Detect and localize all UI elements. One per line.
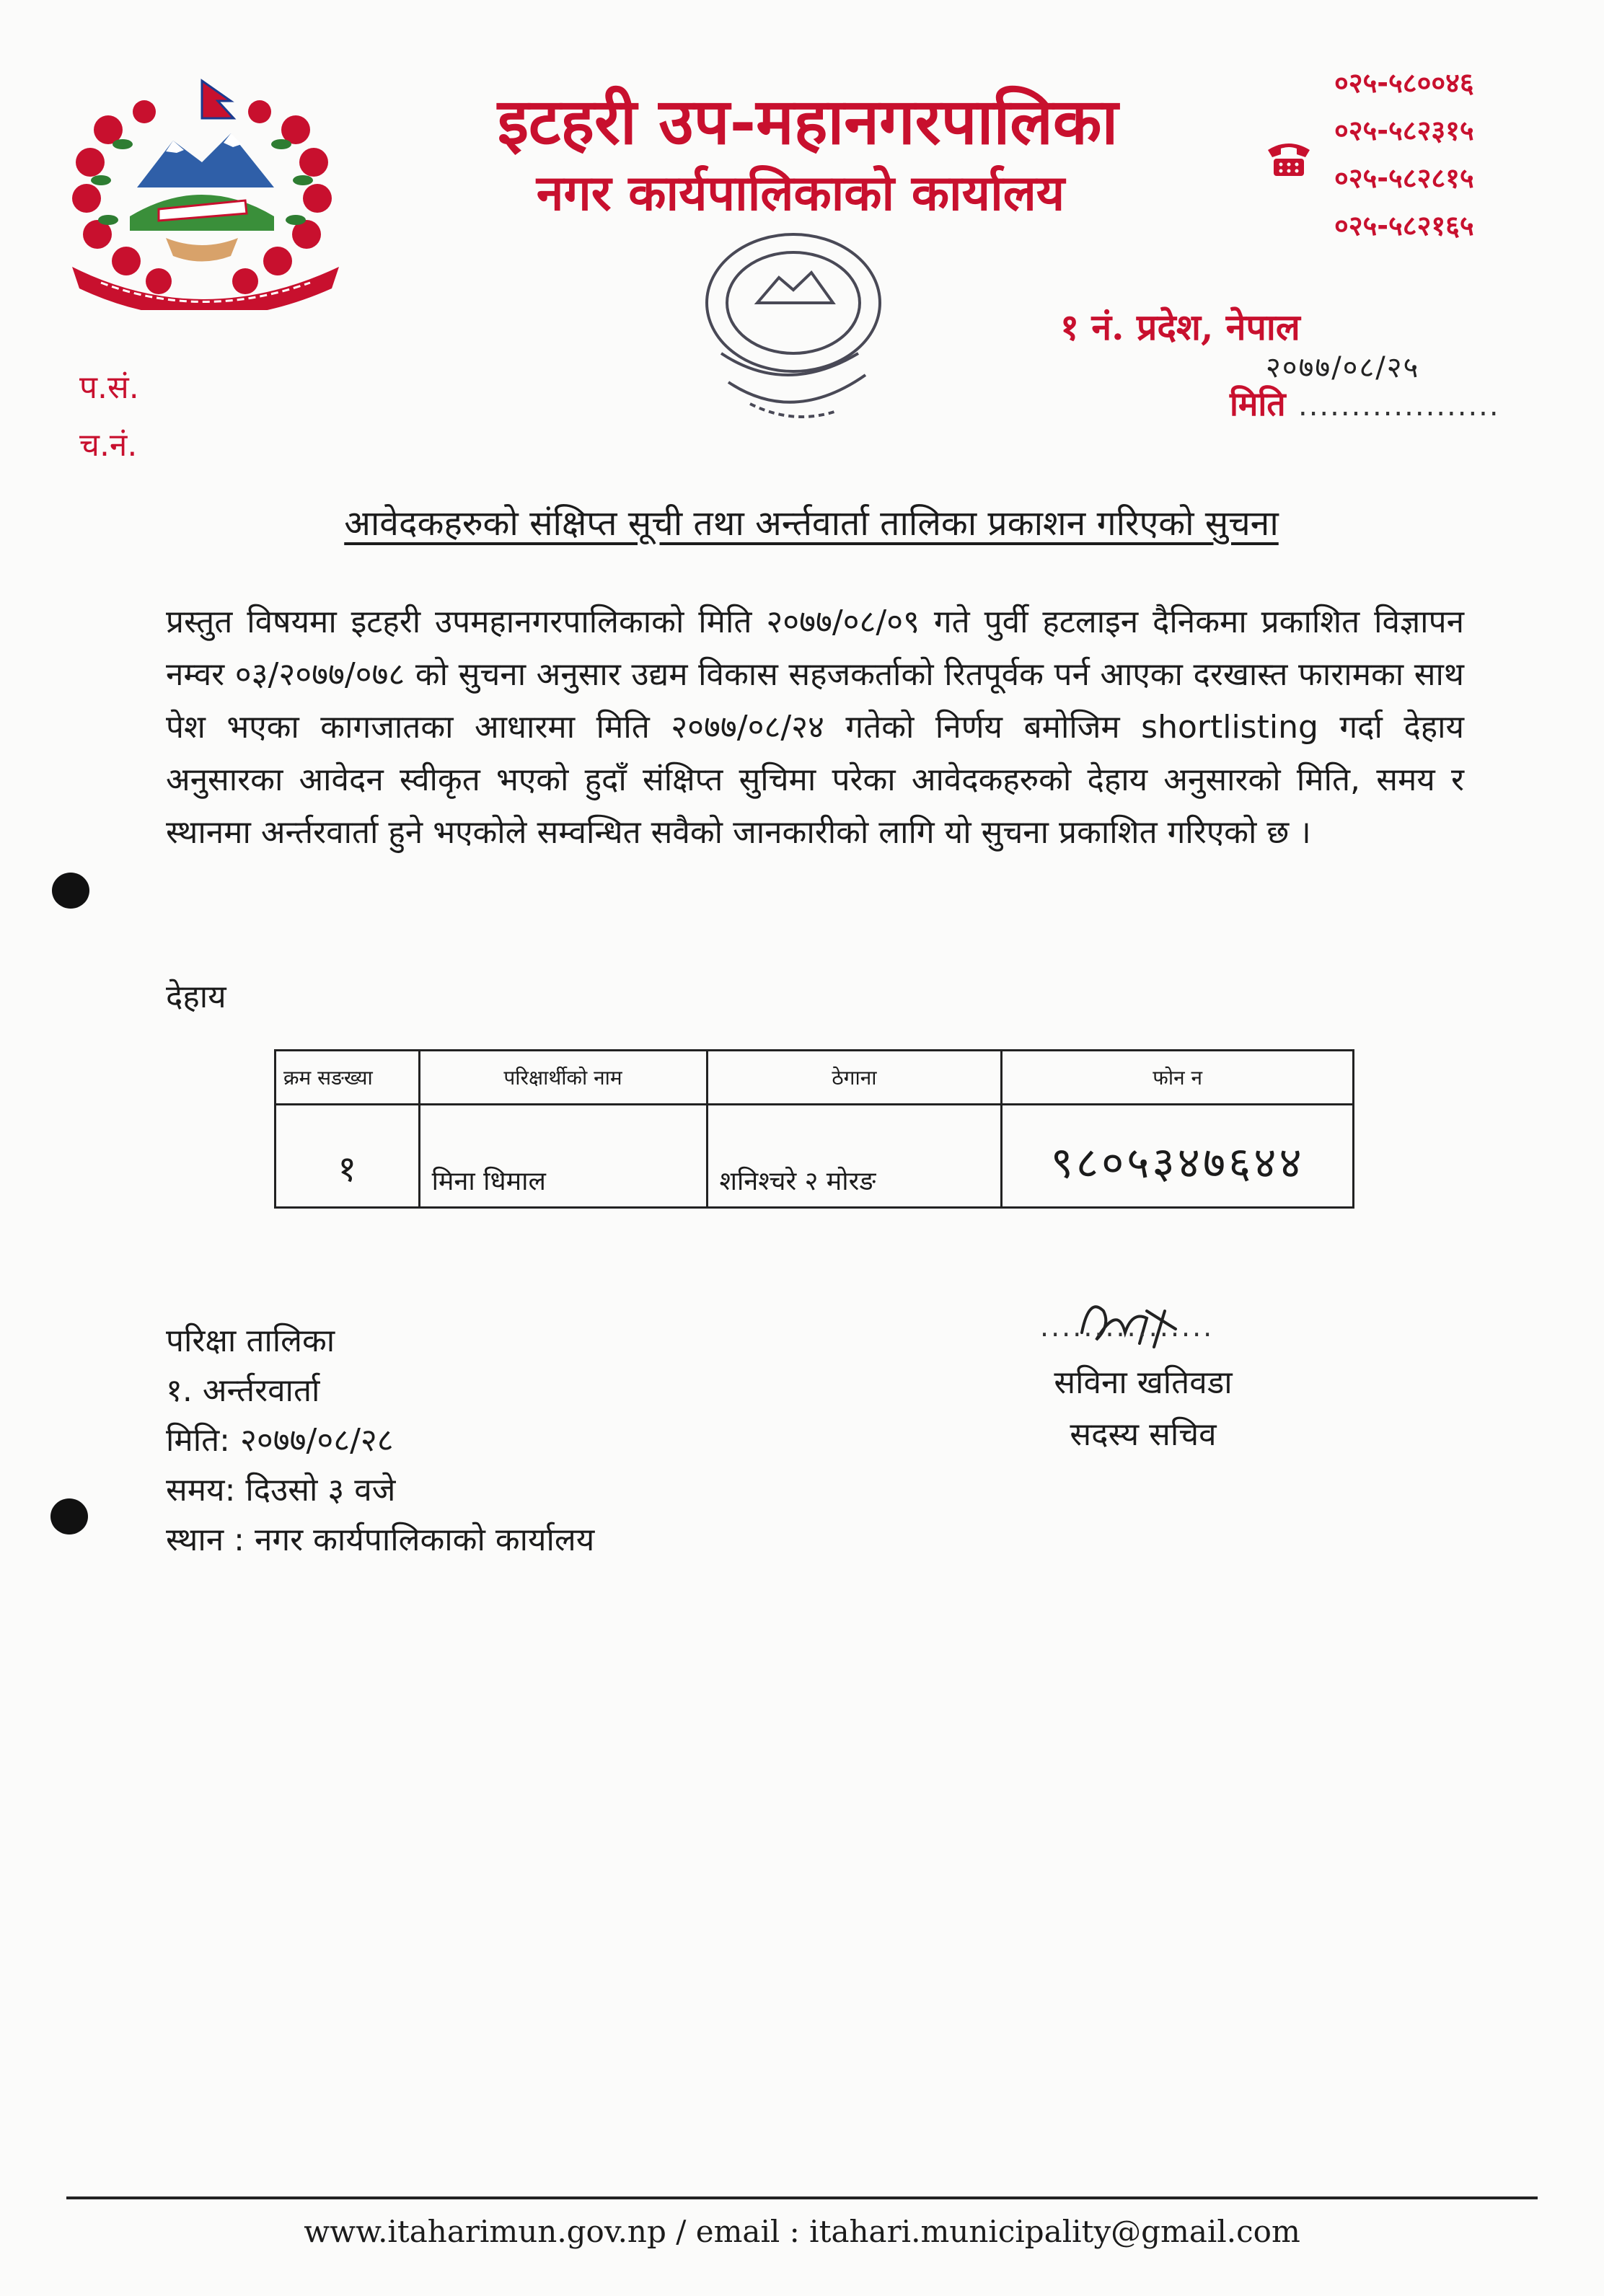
signatory-name: सविना खतिवडा — [1054, 1364, 1233, 1401]
letter-date-value: २०७७/०८/२५ — [1266, 351, 1420, 384]
phone-number: ०२५-५८००४६ — [1334, 67, 1474, 99]
exam-place: स्थान : नगर कार्यपालिकाको कार्यालय — [166, 1522, 595, 1558]
signatory — [1039, 1357, 1248, 1461]
reference-ps: प.सं. — [79, 369, 139, 406]
signature-dots: ................ — [1040, 1311, 1215, 1343]
letter-date-dots: ................... — [1298, 389, 1500, 423]
phone-number: ०२५-५८२३१५ — [1334, 115, 1474, 146]
cell-address: शनिश्चरे २ मोरङ — [707, 1105, 1002, 1208]
phone-numbers — [1334, 59, 1572, 250]
punch-hole-mark — [50, 1498, 88, 1535]
col-header-phone: फोन न — [1002, 1051, 1354, 1105]
table-row — [276, 1105, 1354, 1208]
letter-date-label: मिति — [1230, 384, 1286, 423]
exam-schedule-title: परिक्षा तालिका — [166, 1323, 335, 1359]
nepal-emblem-logo — [58, 72, 361, 310]
punch-hole-mark — [52, 873, 89, 909]
office-stamp-seal — [678, 209, 938, 433]
exam-item: १. अर्न्तरवार्ता — [166, 1372, 320, 1409]
notice-subject: आवेदकहरुको संक्षिप्त सूची तथा अर्न्तवार्ता तालिका प्रकाशन गरिएको सुचना — [344, 503, 1279, 544]
org-title: इटहरी उप-महानगरपालिका — [497, 84, 1119, 159]
org-subtitle: नगर कार्यपालिकाको कार्यालय — [536, 164, 1065, 222]
province-address: १ नं. प्रदेश, नेपाल — [1060, 306, 1300, 348]
phone-number: ०२५-५८२१६५ — [1334, 210, 1474, 242]
dehay-label: देहाय — [166, 979, 226, 1015]
notice-body: प्रस्तुत विषयमा इटहरी उपमहानगरपालिकाको मिति २०७७/०८/०९ गते पुर्वी हटलाइन दैनिकमा प्रकाशित विज्ञापन नम्वर ०३/२०७७/०७८ को सुचना अनुसार उद्यम विकास सहजकर्ताको रितपूर्वक पर्न आएका दरखास्त फारामका साथ पेश भएका कागजातका आधारमा मिति २०७७/०८/२४ गतेको निर्णय बमोजिम shortlisting गर्दा देहाय अनुसारका आवेदन स्वीकृत भएको हुदाँ संक्षिप्त सुचिमा परेका आवेदकहरुको देहाय अनुसारको मिति, समय र स्थानमा अर्न्तरवार्ता हुने भएकोले सम्वन्धित सवैको जानकारीको लागि यो सुचना प्रकाशित गरिएको छ । — [166, 604, 1464, 851]
cell-sn: १ — [276, 1105, 420, 1208]
footer-divider — [66, 2196, 1538, 2199]
exam-schedule — [166, 1316, 594, 1565]
cell-name: मिना धिमाल — [419, 1105, 707, 1208]
reference-cn: च.नं. — [79, 427, 138, 464]
cell-phone: ९८०५३४७६४४ — [1002, 1105, 1354, 1208]
table-header-row — [276, 1051, 1354, 1105]
telephone-icon — [1264, 136, 1314, 179]
exam-date: मिति: २०७७/०८/२८ — [166, 1422, 394, 1459]
col-header-name: परिक्षार्थीको नाम — [419, 1051, 707, 1105]
col-header-address: ठेगाना — [707, 1051, 1002, 1105]
phone-number: ०२५-५८२८१५ — [1334, 162, 1474, 194]
exam-time: समय: दिउसो ३ वजे — [166, 1472, 396, 1509]
signatory-title: सदस्य सचिव — [1070, 1416, 1217, 1453]
shortlist-table — [274, 1049, 1354, 1209]
col-header-sn: क्रम सङख्या — [276, 1051, 420, 1105]
footer-contact: www.itaharimun.gov.np / email : itahari.municipality@gmail.com — [304, 2214, 1300, 2249]
